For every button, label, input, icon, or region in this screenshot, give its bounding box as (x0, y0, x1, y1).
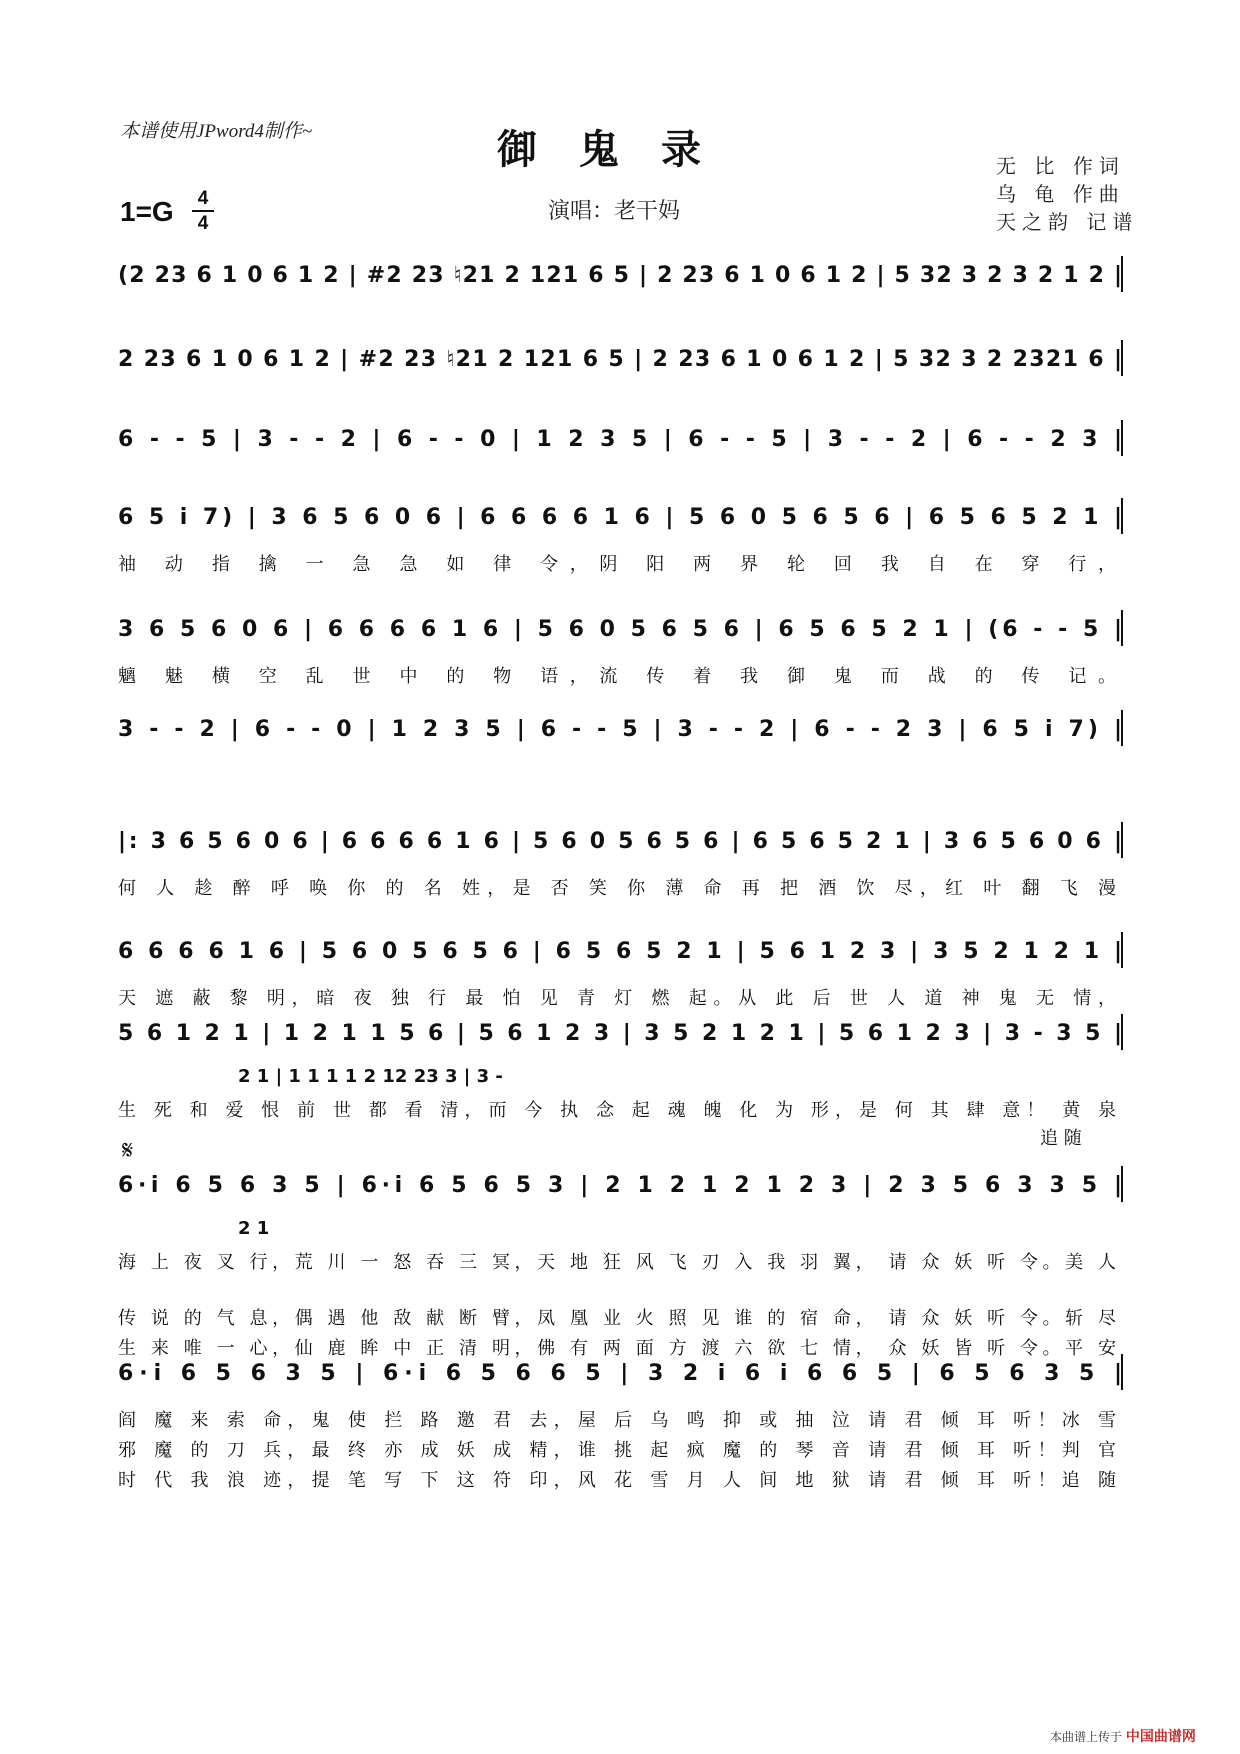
lyric-line-verse-2: 邪 魔 的 刀 兵，最 终 亦 成 妖 成 精，谁 挑 起 疯 魔 的 琴 音 请 君 倾 耳 听！判 官 (118, 1440, 1116, 1461)
note-row: 3 - - 2 | 6 - - 0 | 1 2 3 5 | 6 - - 5 | 3 - - 2 | 6 - - 2 3 | 6 5 i 7) | (118, 717, 1122, 742)
lyric-line: 海 上 夜 叉 行，荒 川 一 怒 吞 三 冥，天 地 狂 风 飞 刃 入 我 羽 翼， 请 众 妖 听 令。美 人 (118, 1252, 1116, 1273)
software-note: 本谱使用JPword4制作~ (120, 121, 313, 142)
lyric-line-verse-3: 时 代 我 浪 迹，提 笔 写 下 这 符 印，风 花 雪 月 人 间 地 狱 请 君 倾 耳 听！追 随 (118, 1470, 1116, 1491)
note-row: |: 3 6 5 6 0 6 | 6 6 6 6 1 6 | 5 6 0 5 6 5 6 | 6 5 6 5 2 1 | 3 6 5 6 0 6 | (118, 829, 1122, 854)
lyric-line: 袖 动 指 擒 一 急 急 如 律 令，阴 阳 两 界 轮 回 我 自 在 穿 行， (118, 554, 1116, 575)
note-row: 6 6 6 6 1 6 | 5 6 0 5 6 5 6 | 6 5 6 5 2 1 | 5 6 1 2 3 | 3 5 2 1 2 1 | (118, 939, 1123, 964)
transcriber-credit: 天之韵 记谱 (996, 210, 1139, 234)
alternate-note-row: 2 1 | 1 1 1 1 2 12 23 3 | 3 - (238, 1066, 503, 1087)
lyric-line: 天 遮 蔽 黎 明，暗 夜 独 行 最 怕 见 青 灯 燃 起。从 此 后 世 人 道 神 鬼 无 情， (118, 988, 1117, 1009)
note-row: 2 23 6 1 0 6 1 2 | #2 23 ♮21 2 121 6 5 | 2 23 6 1 0 6 1 2 | 5 32 3 2 2321 6 | (118, 347, 1122, 372)
note-row: 6 5 i 7) | 3 6 5 6 0 6 | 6 6 6 6 1 6 | 5 6 0 5 6 5 6 | 6 5 6 5 2 1 | (118, 505, 1123, 530)
time-signature-bottom: 4 (197, 213, 209, 234)
alternate-note-row: 2 1 (238, 1218, 270, 1239)
site-logo: 中国曲谱网 (1125, 1729, 1196, 1745)
footer (1050, 1726, 1196, 1746)
lyric-line: 生 死 和 爱 恨 前 世 都 看 清，而 今 执 念 起 魂 魄 化 为 形，是 何 其 肆 意！ 黄 泉 (118, 1100, 1116, 1121)
lyric-line-verse-2: 追 随 (1040, 1128, 1082, 1149)
time-signature-top: 4 (197, 188, 209, 209)
note-row: 6·i 6 5 6 3 5 | 6·i 6 5 6 5 3 | 2 1 2 1 2 1 2 3 | 2 3 5 6 3 3 5 | (118, 1173, 1122, 1198)
lyric-line: 何 人 趁 醉 呼 唤 你 的 名 姓，是 否 笑 你 薄 命 再 把 酒 饮 尽，红 叶 翻 飞 漫 (118, 878, 1116, 899)
lyric-line-verse-3: 生 来 唯 一 心，仙 鹿 眸 中 正 清 明，佛 有 两 面 方 渡 六 欲 七 情， 众 妖 皆 听 令。平 安 (118, 1338, 1116, 1359)
note-row: 6·i 6 5 6 3 5 | 6·i 6 5 6 6 5 | 3 2 i 6 i 6 6 5 | 6 5 6 3 5 | (118, 1361, 1123, 1386)
note-row: 5 6 1 2 1 | 1 2 1 1 5 6 | 5 6 1 2 3 | 3 5 2 1 2 1 | 5 6 1 2 3 | 3 - 3 5 | (118, 1021, 1122, 1046)
note-row: 3 6 5 6 0 6 | 6 6 6 6 1 6 | 5 6 0 5 6 5 6 | 6 5 6 5 2 1 | (6 - - 5 | (118, 617, 1123, 642)
note-row: 6 - - 5 | 3 - - 2 | 6 - - 0 | 1 2 3 5 | 6 - - 5 | 3 - - 2 | 6 - - 2 3 | (118, 427, 1122, 452)
lyricist-credit: 无 比 作词 (996, 154, 1125, 178)
key-signature: 1=G (120, 196, 174, 227)
singer-label: 演唱：老干妈 (548, 199, 681, 224)
lyric-line: 阎 魔 来 索 命，鬼 使 拦 路 邀 君 去，屋 后 乌 鸣 抑 或 抽 泣 请 君 倾 耳 听！冰 雪 (118, 1410, 1116, 1431)
lyric-line-verse-2: 传 说 的 气 息，偶 遇 他 敌 献 断 臂，凤 凰 业 火 照 见 谁 的 宿 命， 请 众 妖 听 令。斩 尽 (118, 1308, 1116, 1329)
score-title: 御鬼录 (497, 126, 743, 173)
segno-icon: 𝄋 (122, 1136, 134, 1166)
lyric-line: 魑 魅 横 空 乱 世 中 的 物 语，流 传 着 我 御 鬼 而 战 的 传 记。 (118, 666, 1116, 687)
note-row: (2 23 6 1 0 6 1 2 | #2 23 ♮21 2 121 6 5 | 2 23 6 1 0 6 1 2 | 5 32 3 2 3 2 1 2 | (118, 263, 1122, 288)
composer-credit: 乌 龟 作曲 (996, 182, 1125, 206)
footer-prefix: 本曲谱上传于 (1050, 1730, 1123, 1744)
